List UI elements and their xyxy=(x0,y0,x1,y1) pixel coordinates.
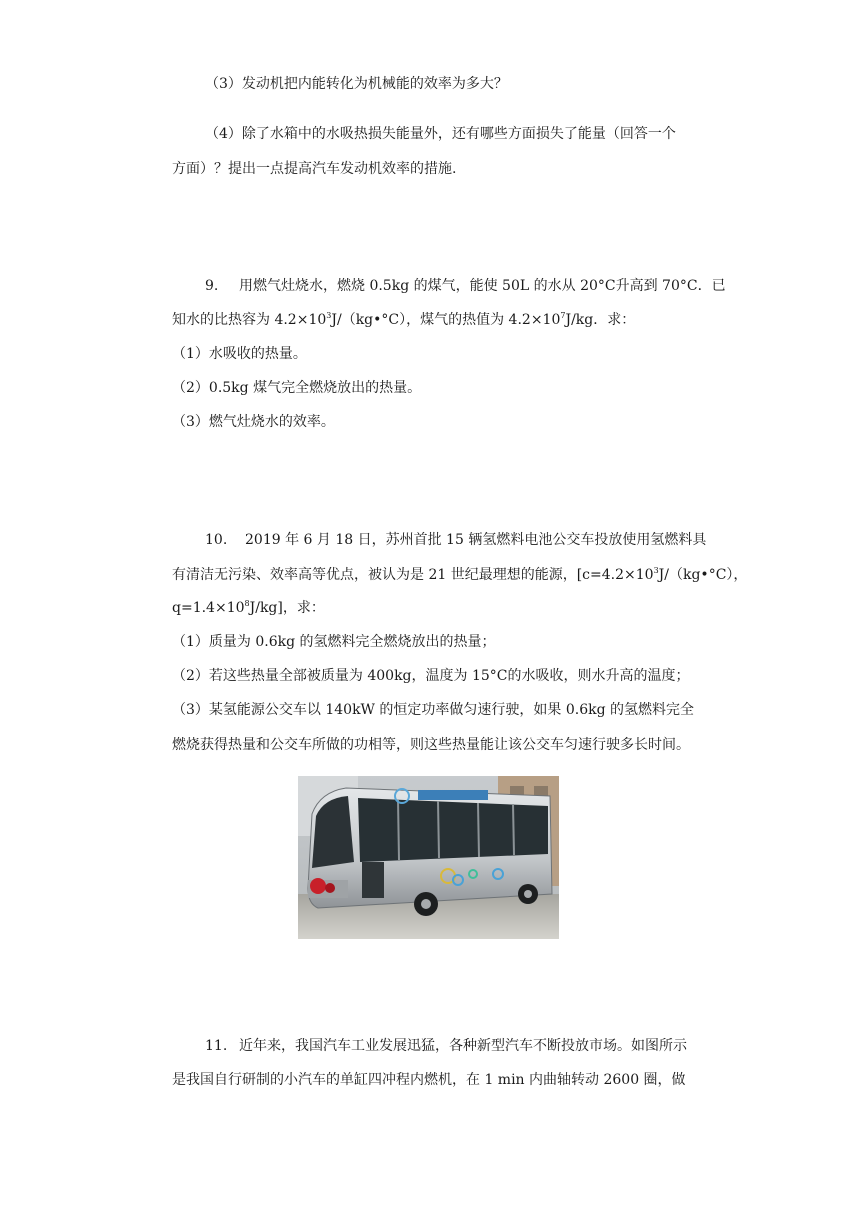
q11-number: 11. xyxy=(205,1038,228,1054)
q11-stem-line2: 是我国自行研制的小汽车的单缸四冲程内燃机，在 1 min 内曲轴转动 2600 圈，做 xyxy=(172,1072,686,1088)
q10-sup1: 3 xyxy=(653,566,659,575)
q10-stem-text3b: J/kg]，求： xyxy=(249,600,325,616)
q10-stem-text2b: J/（kg•°C）， xyxy=(658,567,748,583)
q10-stem-text1: 2019 年 6 月 18 日，苏州首批 15 辆氢燃料电池公交车投放使用氢燃料具 xyxy=(245,532,707,548)
q8-part4-line1: （4）除了水箱中的水吸热损失能量外，还有哪些方面损失了能量（回答一个 xyxy=(205,126,676,142)
q9-stem-text1: 用燃气灶烧水，燃烧 0.5kg 的煤气，能使 50L 的水从 20°C升高到 70°C．已 xyxy=(239,278,726,294)
q9-sub3: （3）燃气灶烧水的效率。 xyxy=(172,414,335,430)
q10-stem-text2a: 有清洁无污染、效率高等优点，被认为是 21 世纪最理想的能源，[c=4.2×10 xyxy=(172,567,654,583)
q11-stem-line1 xyxy=(205,1036,687,1056)
q10-stem-line2 xyxy=(172,565,747,585)
q9-stem-line1 xyxy=(205,276,726,296)
q8-part3: （3）发动机把内能转化为机械能的效率为多大？ xyxy=(205,76,508,92)
q9-number: 9. xyxy=(205,278,219,294)
q9-sup2: 7 xyxy=(560,311,566,320)
q9-stem-text2b: J/（kg•°C），煤气的热值为 4.2×10 xyxy=(331,312,561,328)
q10-stem-line1 xyxy=(205,530,706,550)
q10-sub3-line2: 燃烧获得热量和公交车所做的功相等，则这些热量能让该公交车匀速行驶多长时间。 xyxy=(172,737,690,753)
q10-sub2: （2）若这些热量全部被质量为 400kg，温度为 15°C的水吸收，则水升高的温度； xyxy=(172,668,690,684)
q9-stem-line2 xyxy=(172,310,635,330)
q9-stem-text2a: 知水的比热容为 4.2×10 xyxy=(172,312,327,328)
q10-sup2: 8 xyxy=(244,599,250,608)
q9-stem-text2c: J/kg．求： xyxy=(565,312,636,328)
q10-sub1: （1）质量为 0.6kg 的氢燃料完全燃烧放出的热量； xyxy=(172,634,496,650)
q10-number: 10. xyxy=(205,532,228,548)
q10-stem-text3a: q=1.4×10 xyxy=(172,600,245,616)
q10-stem-line3 xyxy=(172,598,325,618)
q8-part4-line2: 方面）？提出一点提高汽车发动机效率的措施. xyxy=(172,161,457,177)
q9-sub1: （1）水吸收的热量。 xyxy=(172,346,307,362)
hydrogen-bus-photo xyxy=(298,776,559,939)
q10-sub3-line1: （3）某氢能源公交车以 140kW 的恒定功率做匀速行驶，如果 0.6kg 的氢燃料完全 xyxy=(172,702,695,718)
q11-stem-text1: 近年来，我国汽车工业发展迅猛，各种新型汽车不断投放市场。如图所示 xyxy=(239,1038,687,1054)
q9-sub2: （2）0.5kg 煤气完全燃烧放出的热量。 xyxy=(172,380,422,396)
q9-sup1: 3 xyxy=(326,311,332,320)
